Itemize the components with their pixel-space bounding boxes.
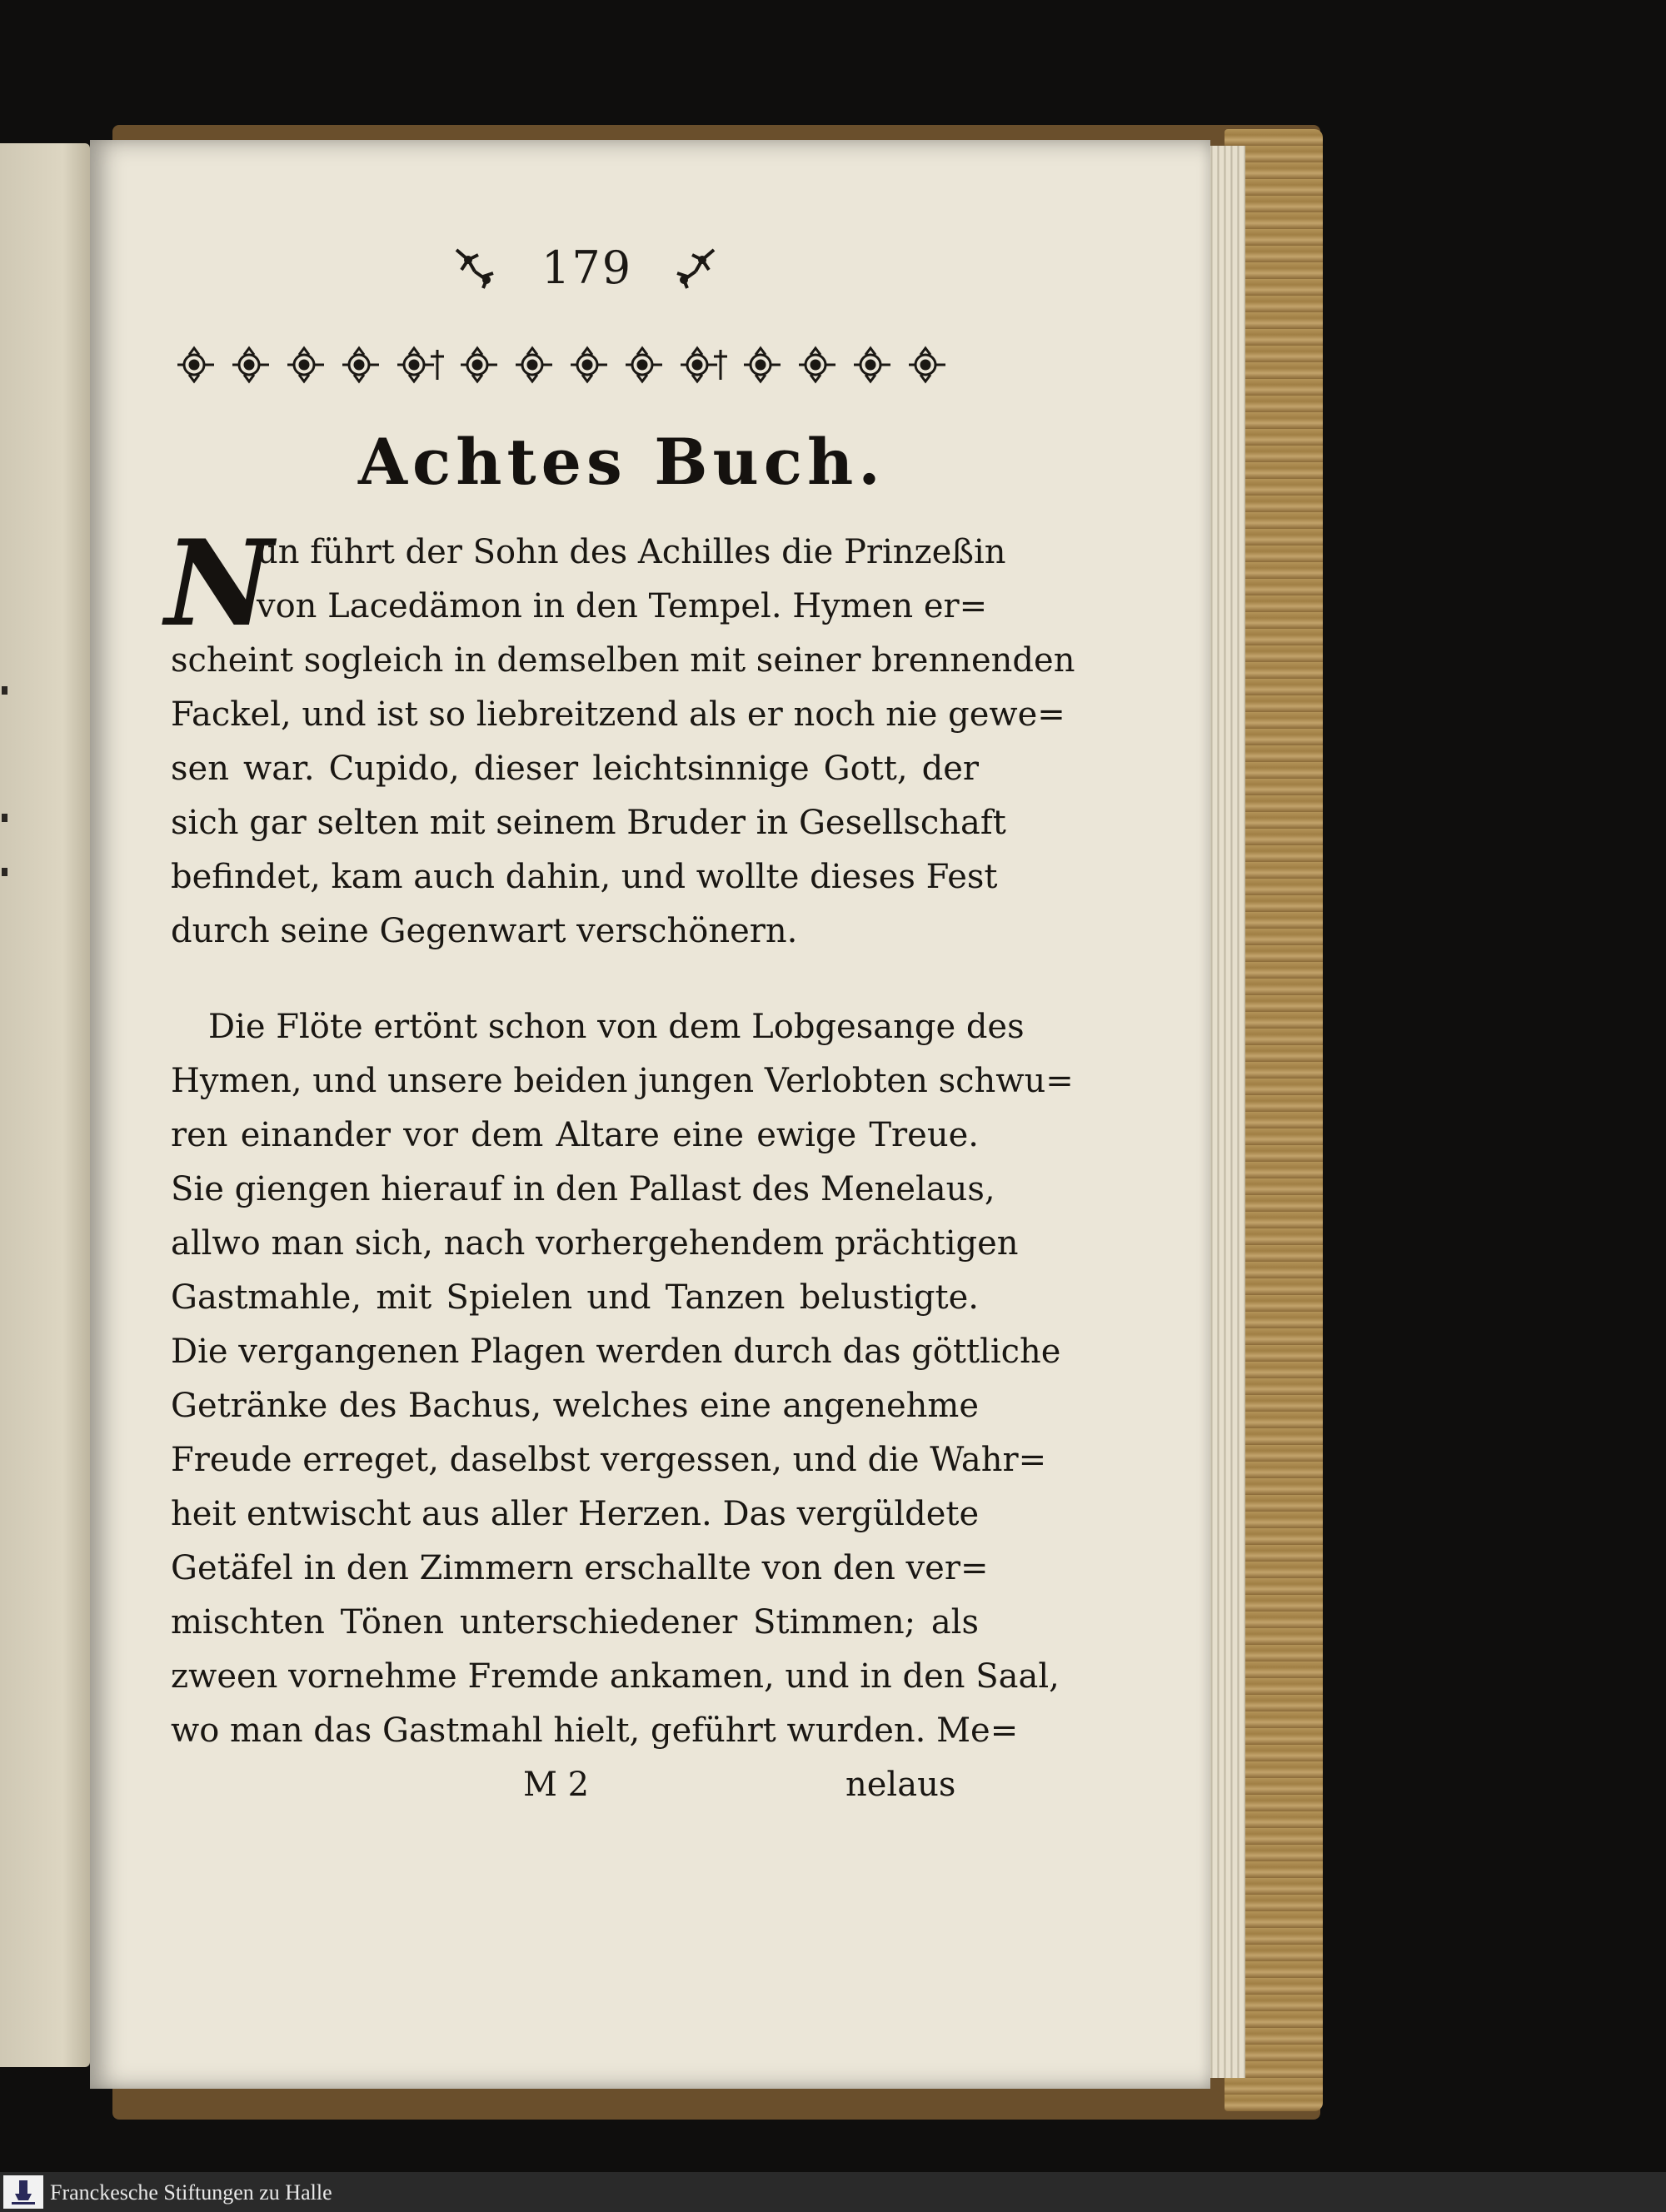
text-line: Die vergangenen Plagen werden durch das göttliche <box>171 1333 1061 1371</box>
footer-bar <box>0 2172 1666 2212</box>
text-line: sich gar selten mit seinem Bruder in Gesellschaft <box>171 804 1006 842</box>
footer-credit: Franckesche Stiftungen zu Halle <box>50 2180 332 2205</box>
ornamental-border <box>171 341 983 388</box>
fleuron-right-icon <box>671 243 721 293</box>
institution-logo-icon <box>3 2175 43 2209</box>
text-line: von Lacedämon in den Tempel. Hymen er= <box>257 587 988 625</box>
text-fragment-mark <box>2 814 7 822</box>
drop-cap-initial: N <box>165 515 273 653</box>
text-line: zween vornehme Fremde ankamen, und in den Saal, <box>171 1657 1060 1696</box>
catchword: nelaus <box>845 1766 956 1804</box>
text-line: wo man das Gastmahl hielt, geführt wurden. Me= <box>171 1711 1019 1750</box>
text-fragment-mark <box>2 686 7 695</box>
text-line: ren einander vor dem Altare eine ewige Treue. <box>171 1116 979 1154</box>
text-line: Hymen, und unsere beiden jungen Verlobten schwu= <box>171 1062 1074 1100</box>
text-line: durch seine Gegenwart verschönern. <box>171 912 798 950</box>
page-number: 179 <box>541 242 633 294</box>
text-line: Die Flöte ertönt schon von dem Lobgesange des <box>208 1008 1025 1046</box>
text-line: scheint sogleich in demselben mit seiner brennenden <box>171 641 1075 680</box>
text-line: Fackel, und ist so liebreitzend als er noch nie gewe= <box>171 695 1065 734</box>
text-line: heit entwischt aus aller Herzen. Das vergüldete <box>171 1495 980 1533</box>
previous-page-edge <box>0 143 90 2067</box>
text-line: befindet, kam auch dahin, und wollte dieses Fest <box>171 858 998 896</box>
text-line: mischten Tönen unterschiedener Stimmen; als <box>171 1603 979 1642</box>
text-line: Getränke des Bachus, welches eine angenehme <box>171 1387 979 1425</box>
text-line: Freude erreget, daselbst vergessen, und die Wahr= <box>171 1441 1047 1479</box>
fleuron-left-icon <box>450 243 500 293</box>
chapter-title: Achtes Buch. <box>358 425 885 499</box>
text-line: sen war. Cupido, dieser leichtsinnige Gott, der <box>171 750 979 788</box>
text-line: allwo man sich, nach vorhergehendem prächtigen <box>171 1224 1019 1263</box>
text-fragment-mark <box>2 868 7 876</box>
text-line: Sie giengen hierauf in den Pallast des Menelaus, <box>171 1170 995 1208</box>
text-line: Gastmahle, mit Spielen und Tanzen belustigte. <box>171 1278 979 1317</box>
signature-mark: M 2 <box>523 1766 590 1804</box>
text-line: Getäfel in den Zimmern erschallte von den ver= <box>171 1549 989 1587</box>
text-line: un führt der Sohn des Achilles die Prinzeßin <box>257 533 1006 571</box>
